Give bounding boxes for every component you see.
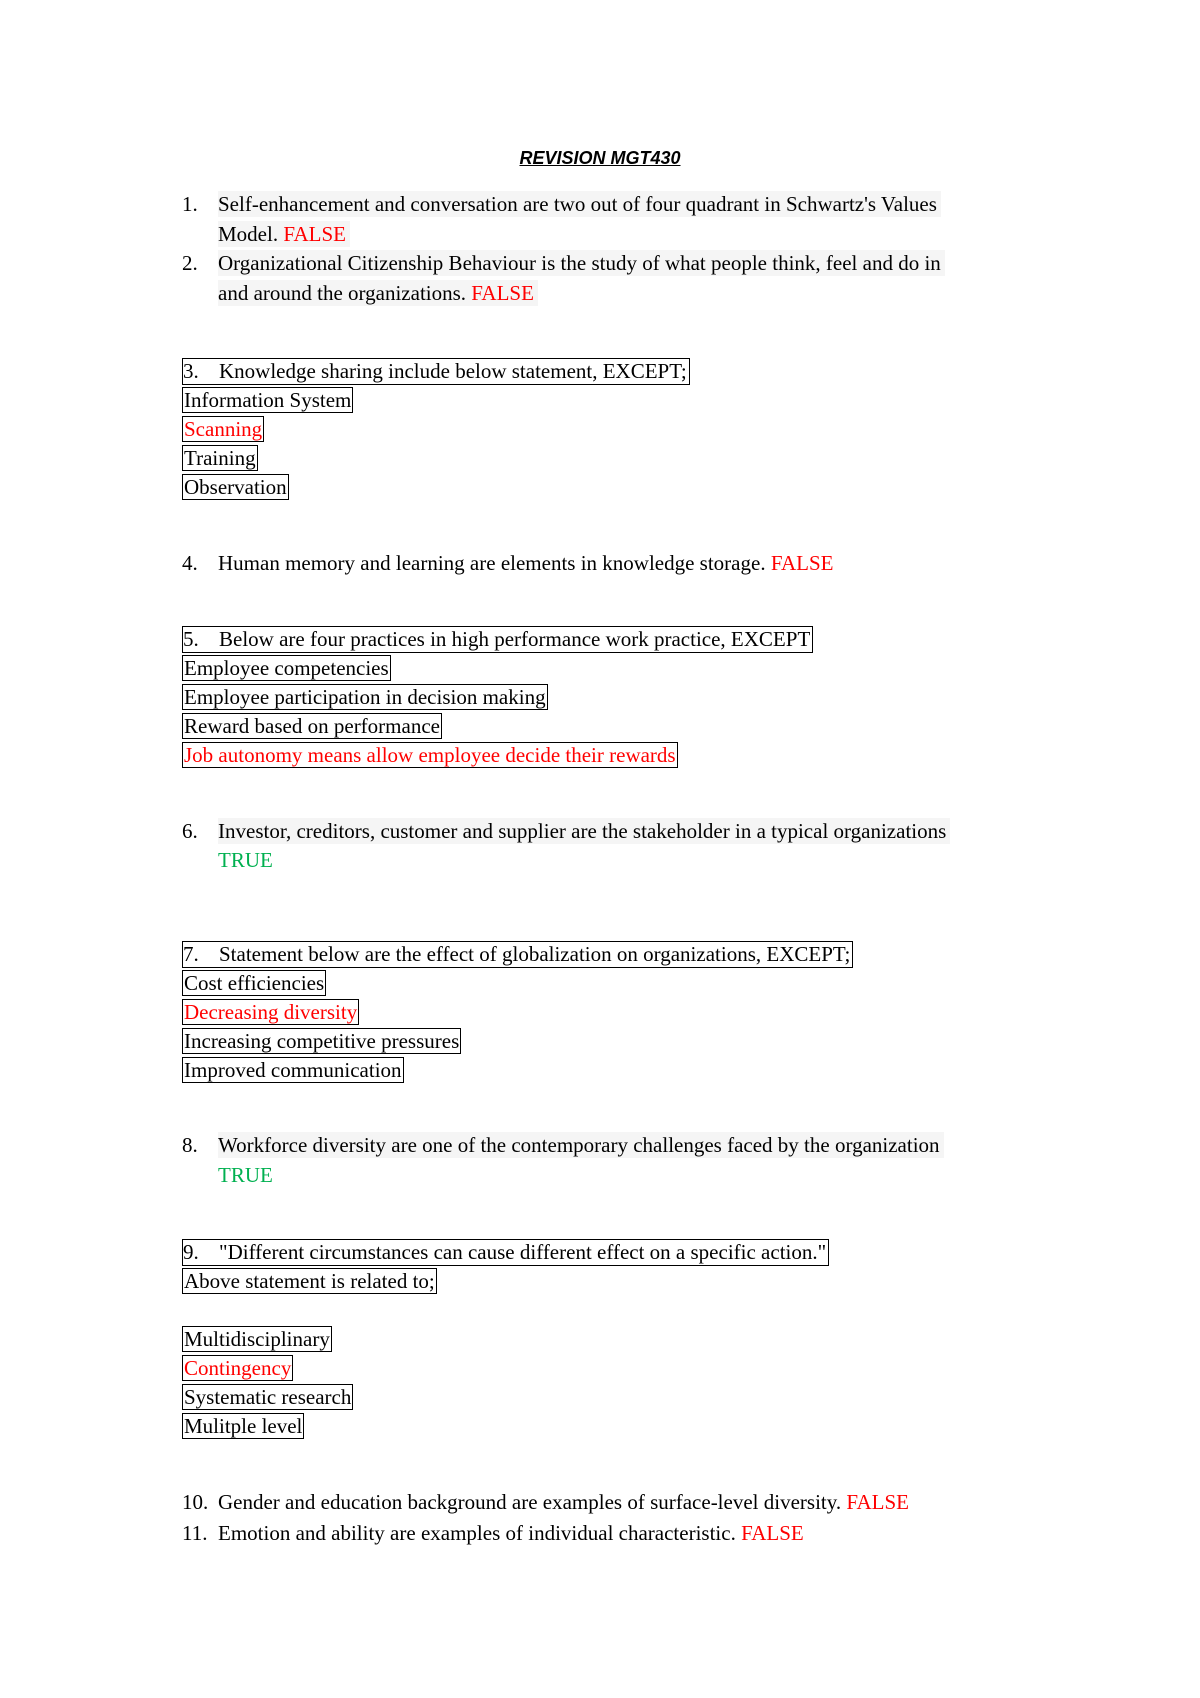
question-7 — [182, 941, 853, 968]
question-9 — [182, 1239, 829, 1266]
option-text: Improved communication — [184, 1058, 402, 1082]
question-text-group — [218, 1489, 909, 1515]
question-text: Workforce diversity are one of the contemporary challenges faced by the organization — [218, 1132, 944, 1158]
question-text-continued: Above statement is related to; — [184, 1269, 435, 1293]
question-number: 3. — [183, 359, 199, 383]
option-item — [182, 474, 289, 500]
question-text: Emotion and ability are examples of individual characteristic. — [218, 1521, 736, 1545]
question-number: 2. — [182, 251, 198, 275]
question-text: Statement below are the effect of globalization on organizations, EXCEPT; — [219, 942, 851, 966]
option-text: Scanning — [184, 417, 263, 441]
question-text: Investor, creditors, customer and supplier are the stakeholder in a typical organizations — [218, 818, 950, 844]
option-item — [182, 1326, 332, 1352]
answer-false: FALSE — [471, 281, 534, 305]
document-title: REVISION MGT430 — [519, 148, 681, 168]
question-text: Self-enhancement and conversation are two out of four quadrant in Schwartz's Values — [218, 191, 941, 217]
question-text: Organizational Citizenship Behaviour is the study of what people think, feel and do in — [218, 250, 945, 276]
answer-false: FALSE — [741, 1521, 804, 1545]
option-text: Multidisciplinary — [184, 1327, 330, 1351]
option-item-answer — [182, 1355, 293, 1381]
question-text-continued — [218, 280, 538, 306]
option-text: Information System — [184, 388, 352, 412]
question-text: and around the organizations. — [218, 281, 467, 305]
option-item — [182, 970, 326, 996]
option-text: Increasing competitive pressures — [184, 1029, 460, 1053]
question-text: Model. — [218, 222, 279, 246]
option-item-answer — [182, 742, 678, 768]
option-item — [182, 1028, 461, 1054]
question-text-group — [218, 1520, 804, 1546]
question-number: 6. — [182, 819, 198, 843]
option-text: Mulitple level — [184, 1414, 303, 1438]
option-item — [182, 684, 548, 710]
answer-false: FALSE — [283, 222, 346, 246]
option-text: Training — [184, 446, 256, 470]
option-item — [182, 445, 258, 471]
question-3 — [182, 358, 690, 385]
question-9-line-2 — [182, 1268, 437, 1294]
option-item — [182, 387, 353, 413]
question-text: Gender and education background are examples of surface-level diversity. — [218, 1490, 842, 1514]
question-number: 9. — [183, 1240, 199, 1264]
option-text: Systematic research — [184, 1385, 352, 1409]
option-item — [182, 713, 442, 739]
answer-false: FALSE — [846, 1490, 909, 1514]
question-text: Human memory and learning are elements in knowledge storage. — [218, 551, 766, 575]
question-5 — [182, 626, 813, 653]
option-text: Observation — [184, 475, 287, 499]
option-item-answer — [182, 999, 359, 1025]
answer-true: TRUE — [218, 848, 273, 872]
question-number: 7. — [183, 942, 199, 966]
question-number: 5. — [183, 627, 199, 651]
option-text: Decreasing diversity — [184, 1000, 358, 1024]
question-number: 4. — [182, 551, 198, 575]
option-item — [182, 1384, 353, 1410]
option-item — [182, 1413, 304, 1439]
option-text: Reward based on performance — [184, 714, 440, 738]
question-text: Knowledge sharing include below statement, EXCEPT; — [219, 359, 687, 383]
question-text-continued — [218, 221, 350, 247]
option-text: Cost efficiencies — [184, 971, 325, 995]
option-text: Job autonomy means allow employee decide their rewards — [184, 743, 676, 767]
option-item-answer — [182, 416, 264, 442]
question-number: 8. — [182, 1133, 198, 1157]
option-text: Employee competencies — [184, 656, 389, 680]
question-text: Below are four practices in high performance work practice, EXCEPT — [219, 627, 811, 651]
option-text: Employee participation in decision making — [184, 685, 546, 709]
option-item — [182, 1057, 404, 1083]
question-text: "Different circumstances can cause different effect on a specific action." — [219, 1240, 827, 1264]
answer-true: TRUE — [218, 1163, 273, 1187]
option-text: Contingency — [184, 1356, 292, 1380]
question-number: 1. — [182, 192, 198, 216]
answer-false: FALSE — [770, 551, 834, 575]
option-item — [182, 655, 391, 681]
question-text-group — [218, 550, 833, 576]
question-number: 10. — [182, 1490, 209, 1514]
question-number: 11. — [182, 1521, 208, 1545]
